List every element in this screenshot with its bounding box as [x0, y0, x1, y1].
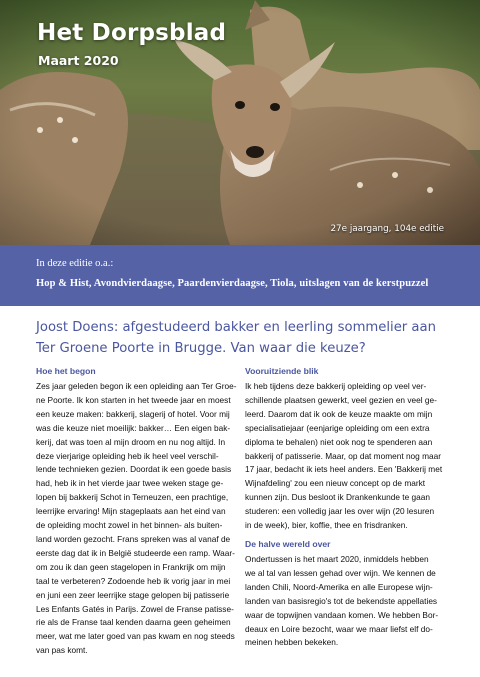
- text-line: eerste dag dat ik in België studeerde een ramp. Waar-: [36, 547, 235, 558]
- newsletter-title: Het Dorpsblad: [37, 20, 227, 46]
- section-body: [36, 380, 236, 658]
- text-line: leerd. Daarom dat ik ook de keuze maakte om mijn: [245, 408, 433, 419]
- text-line: bakkerij of patisserie. Maar, op dat moment nog maar: [245, 450, 441, 461]
- section-body: [245, 553, 445, 650]
- text-line: waar de topwijnen vandaan komen. We hebben Bor-: [245, 609, 439, 620]
- cover-photo: [0, 0, 480, 245]
- text-line: een keuze maken: bakkerij, slagerij of hotel. Voor mij: [36, 408, 230, 419]
- section-heading: Hoe het begon: [36, 366, 96, 376]
- text-line: Les Enfants Gatés in Parijs. Zowel de Franse patisse-: [36, 603, 234, 614]
- text-line: deaux en Loire bezocht, waar we maar liefst elf do-: [245, 623, 433, 634]
- text-line: en juni een zeer leerrijke stage gelopen bij patisserie: [36, 589, 230, 600]
- contents-band: [0, 245, 480, 306]
- text-line: taal te verbeteren? Zodoende heb ik vorig jaar in mei: [36, 575, 231, 586]
- text-line: kunnen zijn. Dus besloot ik Drankenkunde te gaan: [245, 492, 430, 503]
- text-line: in de week), bier, koffie, thee en frisdranken.: [245, 520, 408, 531]
- issue-date: Maart 2020: [38, 53, 119, 68]
- headline-line: Joost Doens: afgestudeerd bakker en leerling sommelier aan: [36, 320, 436, 335]
- text-line: meer, wat me later goed van pas kwam en nog steeds: [36, 631, 235, 642]
- text-line: land worden gezocht. Frans spreken was al vanaf de: [36, 533, 231, 544]
- text-line: Wijnafdeling' zou een nieuw concept op de markt: [245, 478, 426, 489]
- text-line: Zes jaar geleden begon ik een opleiding aan Ter Groe-: [36, 381, 237, 391]
- text-line: ne Poorte. Ik kon starten in het tweede jaar en moest: [36, 394, 231, 405]
- text-line: Ondertussen is het maart 2020, inmiddels hebben: [245, 553, 429, 564]
- text-line: leerrijke ervaring! Mijn stageplaats aan het eind van: [36, 506, 226, 517]
- article-headline: [36, 317, 456, 359]
- text-line: was die keuze niet moeilijk: bakker… Een eigen bak-: [36, 422, 231, 433]
- text-line: landen van basisregio's tot de bekendste appellaties: [245, 595, 438, 606]
- text-line: meinen hebben bekeken.: [245, 637, 339, 648]
- text-line: had, heb ik in het vierde jaar twee weken stage ge-: [36, 478, 224, 489]
- volume-edition: 27e jaargang, 104e editie: [330, 224, 444, 234]
- text-line: om zou ik dan geen stagelopen in Frankrijk om mijn: [36, 561, 226, 572]
- text-line: we al tal van lessen gehad over wijn. We kennen de: [245, 567, 436, 578]
- text-line: lende technieken gezien. Doordat ik een goede basis: [36, 464, 232, 475]
- text-line: diploma te behalen) niet ook nog te spenderen aan: [245, 436, 433, 447]
- article-column-left: [36, 366, 236, 658]
- contents-topics: Hop & Hist, Avondvierdaagse, Paardenvierdaagse, Tiola, uitslagen van de kerstpuzzel: [36, 278, 429, 289]
- headline-line: Ter Groene Poorte in Brugge. Van waar die keuze?: [36, 341, 366, 356]
- text-line: lopen bij bakkerij Schot in Terneuzen, een prachtige,: [36, 492, 229, 503]
- text-line: deze vierjarige opleiding heb ik heel veel verschil-: [36, 450, 219, 461]
- article-column-right: [245, 366, 445, 650]
- section-heading: Vooruitziende blik: [245, 366, 319, 376]
- section-body: [245, 380, 445, 533]
- text-line: Ik heb tijdens deze bakkerij opleiding op veel ver-: [245, 381, 427, 391]
- text-line: landen Chili, Noord-Amerika en alle Europese wijn-: [245, 581, 433, 592]
- text-line: studeren: een volledig jaar les over wijn (20 lesuren: [245, 506, 435, 517]
- text-line: van pas komt.: [36, 645, 88, 656]
- text-line: de opleiding mocht zowel in het binnen- als buiten-: [36, 520, 223, 531]
- contents-label: In deze editie o.a.:: [36, 258, 114, 269]
- text-line: specialisatiejaar (eenjarige opleiding om een extra: [245, 422, 430, 433]
- text-line: schillende plaatsen gewerkt, veel gezien en veel ge-: [245, 394, 437, 405]
- text-line: 17 jaar, bedacht ik iets heel anders. Een 'Bakkerij met: [245, 464, 443, 475]
- section-heading: De halve wereld over: [245, 538, 331, 549]
- text-line: rie als de Franse taal kenden daarna geen geheimen: [36, 617, 231, 628]
- text-line: kerij, dat was toen al mijn droom en nu nog altijd. In: [36, 436, 226, 447]
